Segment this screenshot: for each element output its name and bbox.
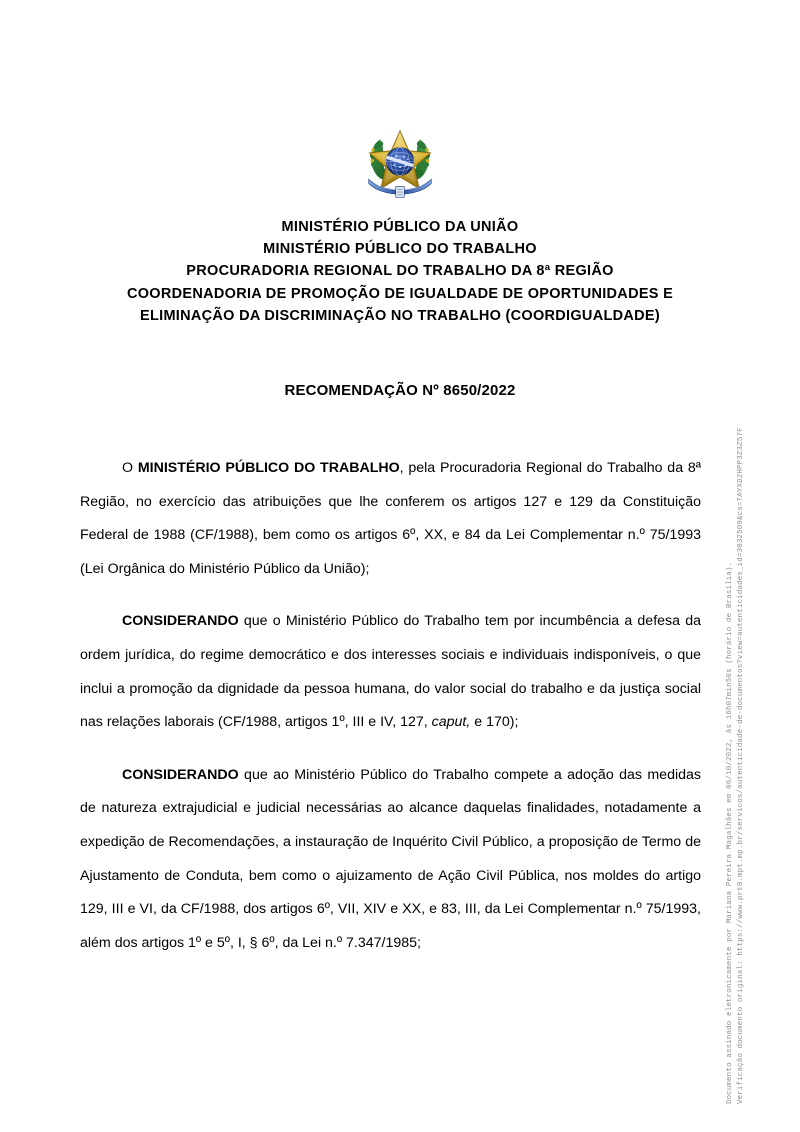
brazil-coat-of-arms-icon — [364, 128, 436, 202]
considerando-1-italic: caput, — [431, 714, 471, 731]
considerando-1-part-a: que o Ministério Público do Trabalho tem por incumbência a defesa da ordem jurídica, do regime democrático e dos interesses sociais e individuais indisponíveis, o que inclui a promoção da dignidade da pessoa humana, do valor social do trabalho e da justiça social nas relações laborais (CF/1988, artigos 1º, III e IV, 127, — [80, 613, 701, 731]
considerando-1-part-b: e 170); — [470, 714, 519, 731]
header-line-2: MINISTÉRIO PÚBLICO DO TRABALHO — [263, 241, 537, 258]
preamble-rest: , pela Procuradoria Regional do Trabalho da 8ª Região, no exercício das atribuições que lhe conferem os artigos 127 e 129 da Constituição Federal de 1988 (CF/1988), bem como os artigos 6º, XX, e 84 da Lei Complementar n.º 75/1993 (Lei Orgânica do Ministério Público da União); — [80, 460, 702, 577]
considerando-1-keyword: CONSIDERANDO — [122, 613, 239, 630]
header-line-5: ELIMINAÇÃO DA DISCRIMINAÇÃO NO TRABALHO (COORDIGUALDADE) — [140, 307, 660, 324]
header-line-4: COORDENADORIA DE PROMOÇÃO DE IGUALDADE DE OPORTUNIDADES E — [126, 285, 674, 302]
document-body — [80, 452, 701, 960]
considerando-2-rest: que ao Ministério Público do Trabalho compete a adoção das medidas de natureza extrajudicial e judicial necessárias ao alcance daquelas finalidades, notadamente a expedição de Recomendações, a instauração de Inquérito Civil Público, a proposição de Termo de Ajustamento de Conduta, bem como o ajuizamento de Ação Civil Pública, nos moldes do artigo 129, III e VI, da CF/1988, dos artigos 6º, VII, XIV e XX, e 83, III, da Lei Complementar n.º 75/1993, além dos artigos 1º e 5º, I, § 6º, da Lei n.º 7.347/1985; — [80, 766, 701, 951]
signature-stamp-line-1: Documento assinado eletronicamente por Mariana Pereira Magalhães em 06/10/2022, às 16h07min50s (horário de Brasília). — [726, 561, 734, 1104]
digital-signature-stamp — [726, 0, 786, 1132]
signature-stamp-line-2: Verificação documento original: https://www.prt8.mpt.mp.br/servicos/autenticidade-de-documentos?view=autenticidades_id=3032509&cs=TAYXD2HPP3Z3Z57F — [736, 427, 745, 1104]
header-line-1: MINISTÉRIO PÚBLICO DA UNIÃO — [281, 219, 519, 235]
paragraph-considerando-2 — [80, 759, 701, 961]
institution-header — [60, 216, 740, 327]
paragraph-considerando-1 — [80, 605, 701, 739]
preamble-lead-plain: O — [122, 460, 138, 476]
document-title: RECOMENDAÇÃO Nº 8650/2022 — [284, 382, 516, 399]
signature-stamp-text — [725, 427, 746, 1104]
paragraph-preamble — [80, 452, 701, 586]
considerando-2-keyword: CONSIDERANDO — [122, 766, 239, 783]
preamble-lead-bold: MINISTÉRIO PÚBLICO DO TRABALHO — [137, 460, 400, 476]
header-line-3: PROCURADORIA REGIONAL DO TRABALHO DA 8ª REGIÃO — [186, 263, 614, 280]
emblem-container — [0, 128, 800, 202]
